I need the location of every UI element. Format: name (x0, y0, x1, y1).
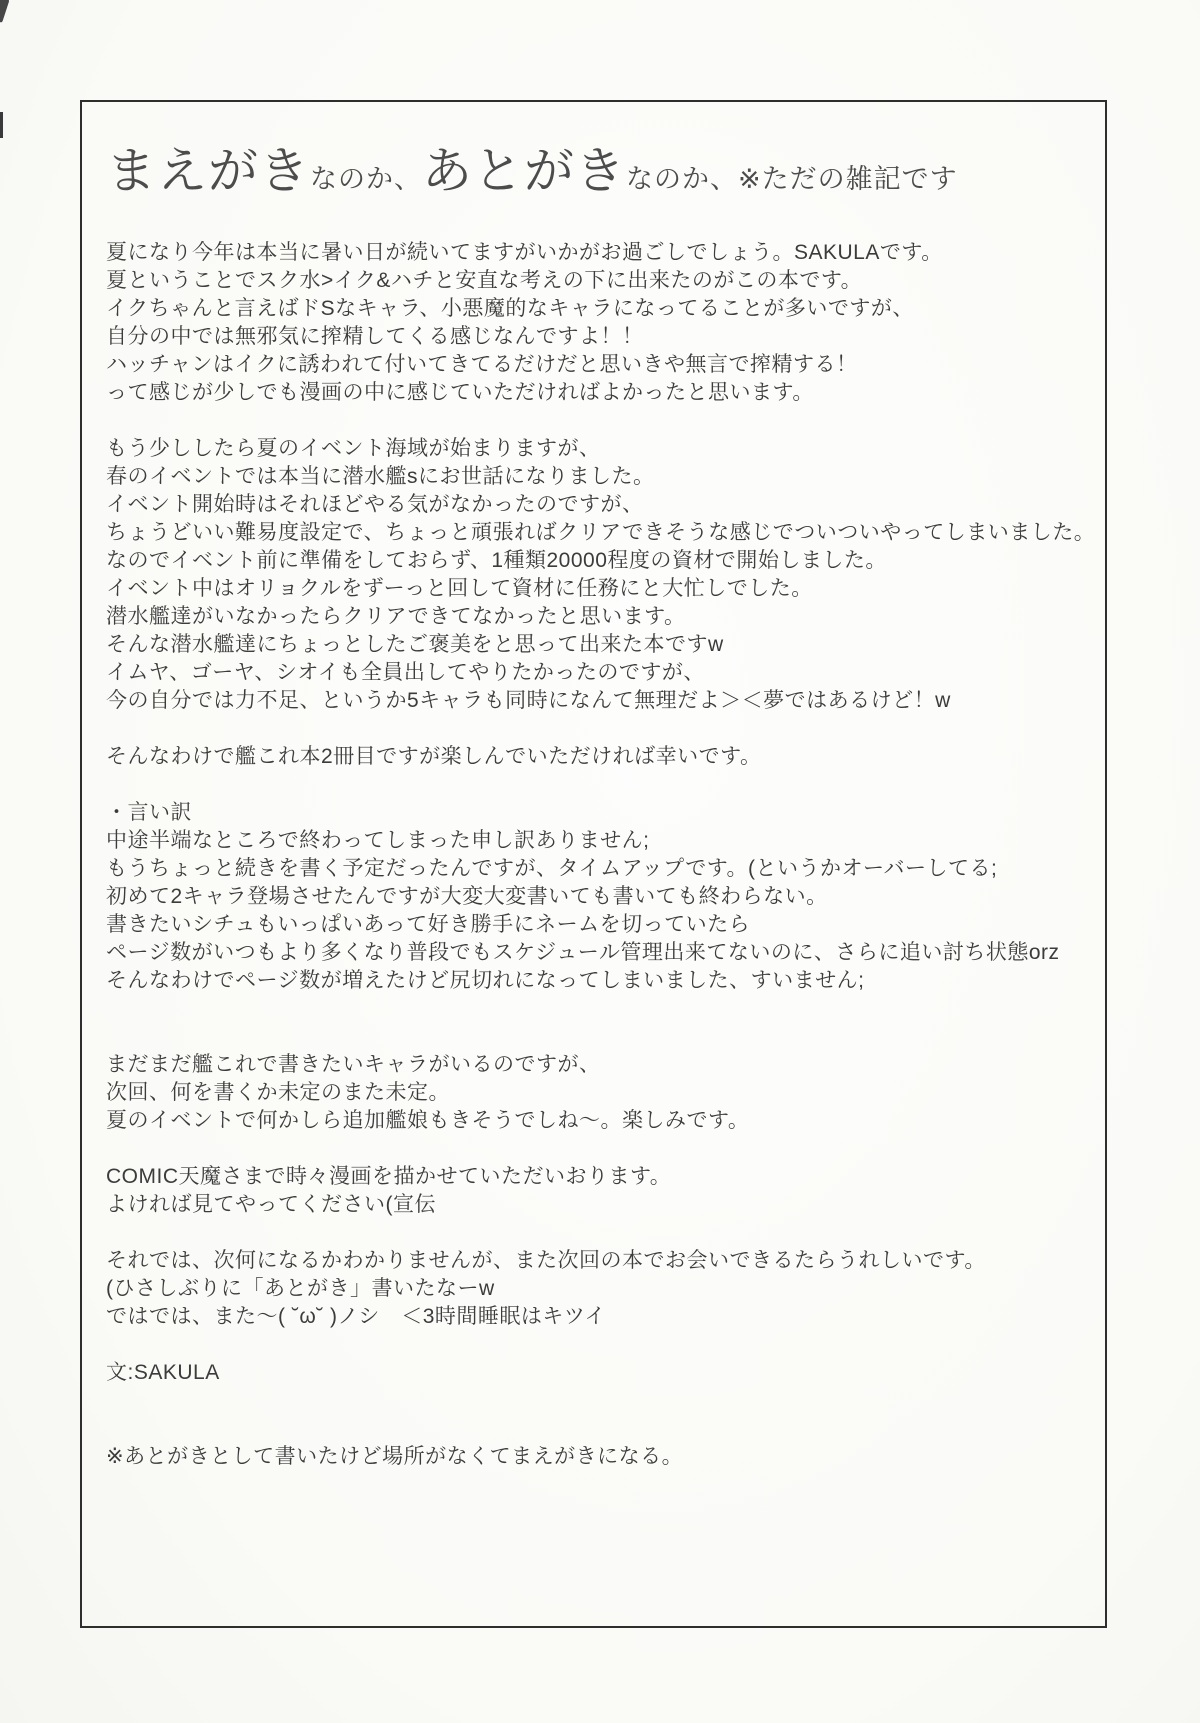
text-line: 春のイベントでは本当に潜水艦sにお世話になりました。 (106, 465, 655, 488)
text-line: そんなわけで艦これ本2冊目ですが楽しんでいただければ幸いです。 (106, 745, 762, 768)
text-line: ちょうどいい難易度設定で、ちょっと頑張ればクリアできそうな感じでついついやってしまいました。 (106, 521, 1096, 544)
text-line: ハッチャンはイクに誘われて付いてきてるだけだと思いきや無言で搾精する！ (106, 353, 858, 376)
title-segment-atogaki: あとがき (422, 143, 626, 199)
scan-artifact (0, 112, 3, 138)
text-line: 夏ということでスク水>イク&ハチと安直な考えの下に出来たのがこの本です。 (106, 269, 863, 292)
text-line: ではでは、また～( ˘ω˘ )ノシ ＜3時間睡眠はキツイ (106, 1305, 606, 1328)
title-segment-nanoka-1: なのか、 (310, 164, 422, 194)
text-line: って感じが少しでも漫画の中に感じていただければよかったと思います。 (106, 381, 814, 404)
text-line: イベント中はオリョクルをずーっと回して資材に任務にと大忙しでした。 (106, 577, 813, 600)
text-line: (ひさしぶりに「あとがき」書いたなーw (106, 1277, 495, 1300)
page-frame (80, 100, 1107, 1628)
text-line: ページ数がいつもより多くなり普段でもスケジュール管理出来てないのに、さらに追い討ち状態orz (106, 941, 1060, 964)
text-line: 夏のイベントで何かしら追加艦娘もきそうでしね～。楽しみです。 (106, 1109, 750, 1132)
text-line: 文:SAKULA (106, 1361, 220, 1384)
title-segment-nanoka-2: なのか、 (626, 164, 738, 194)
paragraph-farewell (106, 1247, 1055, 1331)
text-line: 今の自分では力不足、というか5キャラも同時になんて無理だよ＞＜夢ではあるけど！w (106, 689, 951, 712)
footnote (106, 1443, 1055, 1471)
text-line: それでは、次何になるかわかりませんが、また次回の本でお会いできるたらうれしいです。 (106, 1249, 986, 1272)
text-line: イクちゃんと言えばドSなキャラ、小悪魔的なキャラになってることが多いですが、 (106, 297, 914, 320)
credit-line (106, 1359, 1055, 1387)
text-line: 夏になり今年は本当に暑い日が続いてますがいかがお過ごしでしょう。SAKULAです。 (106, 241, 943, 264)
text-line: 次回、何を書くか未定のまた未定。 (106, 1081, 450, 1104)
text-line: よければ見てやってください(宣伝 (106, 1193, 436, 1216)
text-line: そんなわけでページ数が増えたけど尻切れになってしまいました、すいません; (106, 969, 865, 992)
title-segment-note: ※ただの雑記です (738, 164, 958, 194)
title-segment-maegaki: まえがき (106, 143, 310, 199)
body-text (106, 239, 1096, 1471)
text-line: イムヤ、ゴーヤ、シオイも全員出してやりたかったのですが、 (106, 661, 705, 684)
text-line: そんな潜水艦達にちょっとしたご褒美をと思って出来た本ですw (106, 633, 724, 656)
text-line: もう少ししたら夏のイベント海域が始まりますが、 (106, 437, 601, 460)
text-line: まだまだ艦これで書きたいキャラがいるのですが、 (106, 1053, 601, 1076)
paragraph-intro (106, 239, 1055, 407)
text-line: なのでイベント前に準備をしておらず、1種類20000程度の資材で開始しました。 (106, 549, 887, 572)
paragraph-next-time (106, 1051, 1055, 1135)
text-line: 初めて2キャラ登場させたんですが大変大変書いても書いても終わらない。 (106, 885, 828, 908)
paragraph-excuse (106, 799, 1060, 995)
text-line: ・言い訳 (106, 801, 192, 824)
paragraph-event (106, 435, 1096, 715)
text-line: 書きたいシチュもいっぱいあって好き勝手にネームを切っていたら (106, 913, 751, 936)
text-line: ※あとがきとして書いたけど場所がなくてまえがきになる。 (106, 1445, 684, 1468)
page-title (106, 140, 1055, 215)
text-line: COMIC天魔さまで時々漫画を描かせていただいおります。 (106, 1165, 672, 1188)
text-line: 自分の中では無邪気に搾精してくる感じなんですよ！！ (106, 325, 644, 348)
text-line: もうちょっと続きを書く予定だったんですが、タイムアップです。(というかオーバーしてる; (106, 857, 998, 880)
paragraph-comic-tenma (106, 1163, 1055, 1219)
paragraph-second-book (106, 743, 1055, 771)
text-line: 中途半端なところで終わってしまった申し訳ありません; (106, 829, 650, 852)
text-line: イベント開始時はそれほどやる気がなかったのですが、 (106, 493, 644, 516)
text-line: 潜水艦達がいなかったらクリアできてなかったと思います。 (106, 605, 686, 628)
